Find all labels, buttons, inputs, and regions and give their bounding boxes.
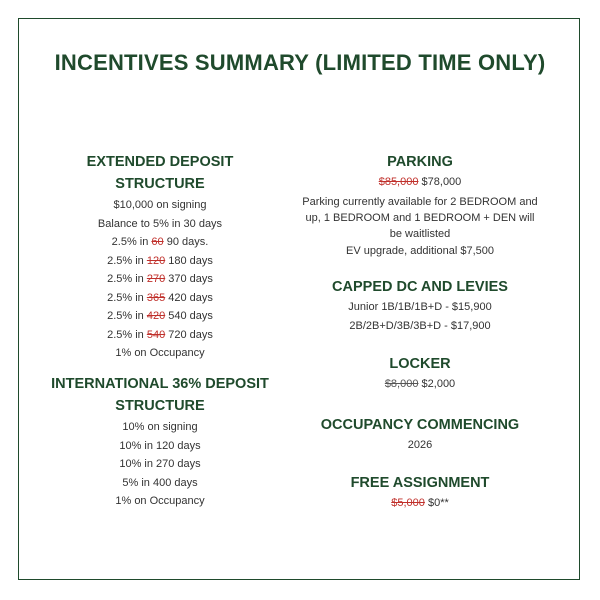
extended-balance-line: Balance to 5% in 30 days	[97, 217, 223, 230]
extended-row-prefix: 2.5% in	[107, 310, 144, 322]
extended-row-prefix: 2.5% in	[111, 236, 149, 248]
extended-row-new-days: 720 days	[168, 328, 213, 341]
extended-row-old-days: 420	[146, 310, 166, 322]
parking-ev-line: EV upgrade, additional $7,500	[345, 244, 494, 257]
parking-price-line	[300, 173, 540, 192]
international-line: 10% in 270 days	[119, 458, 201, 470]
extended-row	[40, 270, 280, 289]
extended-row-old-days: 365	[146, 291, 166, 304]
extended-signing-line: $10,000 on signing	[113, 199, 207, 211]
extended-row	[40, 233, 280, 252]
assignment-price-line	[300, 494, 540, 513]
extended-row-new-days: 370 days	[168, 273, 213, 285]
assignment-old-price: $5,000	[391, 497, 425, 509]
extended-deposit-heading-line1: EXTENDED DEPOSIT	[86, 154, 234, 170]
extended-row-new-days: 540 days	[168, 310, 213, 322]
extended-deposit-heading-line2: STRUCTURE	[115, 176, 205, 192]
extended-row-old-days: 60	[151, 236, 164, 248]
capped-dc-heading: CAPPED DC AND LEVIES	[332, 279, 508, 295]
international-line: 1% on Occupancy	[115, 495, 205, 507]
extended-deposit-section	[40, 151, 280, 363]
extended-row-prefix: 2.5% in	[107, 328, 144, 341]
international-deposit-heading-line2: STRUCTURE	[115, 398, 205, 414]
occupancy-year: 2026	[407, 439, 433, 451]
locker-price-line	[300, 375, 540, 394]
parking-note: Parking currently available for 2 BEDROOM and up, 1 BEDROOM and 1 BEDROOM + DEN will be waitlisted	[302, 195, 538, 240]
international-deposit-heading-line1: INTERNATIONAL 36% DEPOSIT	[51, 376, 269, 392]
extended-row	[40, 289, 280, 308]
extended-row	[40, 252, 280, 271]
locker-new-price: $2,000	[421, 378, 456, 390]
locker-section	[300, 353, 540, 394]
parking-new-price: $78,000	[421, 176, 462, 188]
capped-dc-section	[300, 276, 540, 335]
extended-row-new-days: 420 days	[168, 291, 213, 304]
international-line: 10% in 120 days	[119, 439, 201, 452]
extended-row-prefix: 2.5% in	[107, 254, 144, 267]
capped-junior-line: Junior 1B/1B/1B+D - $15,900	[348, 301, 492, 313]
parking-old-price: $85,000	[378, 176, 419, 188]
locker-old-price: $8,000	[384, 378, 419, 390]
capped-larger-line: 2B/2B+D/3B/3B+D - $17,900	[349, 319, 491, 332]
locker-heading: LOCKER	[389, 356, 451, 372]
assignment-section	[300, 472, 540, 513]
extended-row	[40, 307, 280, 326]
extended-row-old-days: 270	[146, 273, 166, 285]
page-title: INCENTIVES SUMMARY (LIMITED TIME ONLY)	[54, 50, 546, 75]
extended-row-new-days: 90 days.	[166, 236, 209, 248]
extended-occupancy-line: 1% on Occupancy	[115, 347, 205, 359]
occupancy-heading: OCCUPANCY COMMENCING	[320, 417, 520, 433]
extended-row-prefix: 2.5% in	[107, 273, 144, 285]
extended-row	[40, 326, 280, 345]
parking-section	[300, 151, 540, 260]
assignment-new-price: $0**	[427, 497, 449, 509]
parking-heading: PARKING	[387, 154, 453, 170]
international-line: 10% on signing	[122, 421, 198, 433]
occupancy-section	[300, 414, 540, 455]
extended-row-prefix: 2.5% in	[107, 291, 144, 304]
extended-row-old-days: 120	[146, 254, 166, 267]
extended-row-new-days: 180 days	[168, 254, 213, 267]
assignment-heading: FREE ASSIGNMENT	[350, 475, 490, 491]
international-line: 5% in 400 days	[122, 476, 198, 489]
extended-row-old-days: 540	[146, 328, 166, 341]
international-deposit-section	[40, 373, 280, 511]
